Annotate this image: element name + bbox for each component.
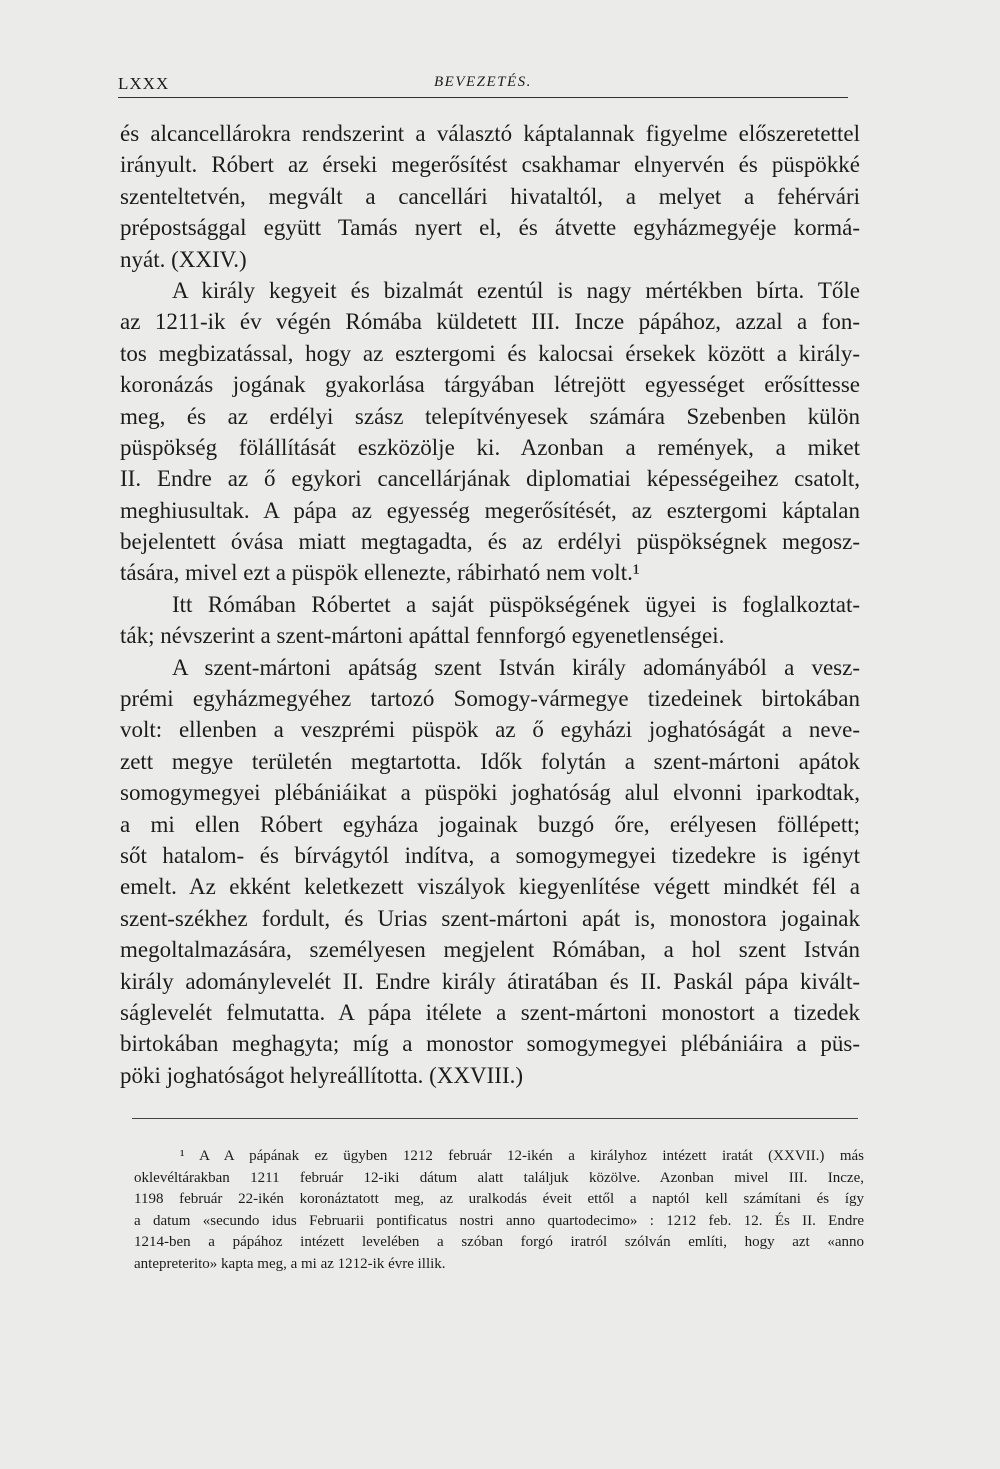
footnotes (134, 1146, 864, 1275)
text-line: tos megbizatással, hogy az esztergomi és kalocsai érsekek között a király- (120, 340, 860, 366)
text-line: bejelentett óvása miatt megtagadta, és az erdélyi püspökségnek megosz- (120, 529, 860, 555)
running-title: BEVEZETÉS. (434, 74, 532, 90)
text-line: emelt. Az ekként keletkezett viszályok kiegyenlítése végett mindkét fél a (120, 874, 860, 900)
text-line: püspökség fölállítását eszközölje ki. Azonban a remények, a miket (120, 434, 860, 460)
text-line: Itt Rómában Róbertet a saját püspökségének ügyei is foglalkoztat- (172, 591, 860, 617)
text-line: meg, és az erdélyi szász telepítvényesek számára Szebenben külön (120, 403, 860, 429)
footnote-line: 1198 február 22-ikén koronáztatott meg, az uralkodás éveit ettől a naptól kell számítani és így (134, 1191, 864, 1207)
text-line: pöki joghatóságot helyreállította. (XXVIII.) (120, 1062, 524, 1088)
footnote-rule (132, 1118, 858, 1119)
footnote-line: oklevéltárakban 1211 február 12-iki dátum alatt találjuk közölve. Azonban mivel III. Incze, (134, 1169, 864, 1186)
text-line: a mi ellen Róbert egyháza jogainak buzgó őre, erélyesen föllépett; (120, 811, 860, 837)
text-line: A király kegyeit és bizalmát ezentúl is nagy mértékben bírta. Tőle (172, 277, 860, 303)
text-line: II. Endre az ő egykori cancellárjának diplomatiai képességeihez csatolt, (120, 466, 860, 492)
text-line: prépostsággal együtt Tamás nyert el, és átvette egyházmegyéje kormá- (120, 215, 860, 241)
text-line: A szent-mártoni apátság szent István király adományából a vesz- (172, 654, 860, 680)
text-line: ságlevelét felmutatta. A pápa itélete a szent-mártoni monostort a tizedek (120, 999, 860, 1025)
text-line: szent-székhez fordult, és Urias szent-mártoni apát is, monostora jogainak (120, 905, 860, 931)
text-line: sőt hatalom- és bírvágytól indítva, a somogymegyei tizedekre is igényt (120, 842, 860, 868)
footnote-line: ¹ A A pápának ez ügyben 1212 február 12-ikén a királyhoz intézett iratát (XXVII.) más (180, 1148, 864, 1164)
main-text (120, 118, 860, 1091)
page-number: LXXX (118, 74, 170, 93)
text-line: irányult. Róbert az érseki megerősítést csakhamar elnyervén és püspökké (120, 152, 860, 178)
text-line: volt: ellenben a veszprémi püspök az ő egyházi joghatóságát a neve- (120, 717, 860, 743)
text-line: tására, mivel ezt a püspök ellenezte, rábirható nem volt.¹ (120, 560, 640, 586)
text-line: koronázás jogának gyakorlása tárgyában létrejött egyességet erősíttesse (120, 372, 860, 398)
text-line: megoltalmazására, személyesen megjelent Rómában, a hol szent István (120, 937, 860, 963)
text-line: zett megye területén megtartotta. Idők folytán a szent-mártoni apátok (120, 748, 860, 774)
text-line: somogymegyei plébániáikat a püspöki joghatóság alul elvonni iparkodtak, (120, 780, 860, 806)
text-line: ták; névszerint a szent-mártoni apáttal fennforgó egyenetlenségei. (120, 623, 725, 649)
text-line: meghiusultak. A pápa az egyesség megerősítését, az esztergomi káptalan (120, 497, 860, 523)
text-line: nyát. (XXIV.) (120, 246, 247, 272)
text-line: király adománylevelét II. Endre király átiratában és II. Paskál pápa kivált- (120, 968, 860, 994)
page-header (118, 74, 848, 96)
footnote-line: 1214-ben a pápához intézett levelében a szóban forgó iratról szólván említi, hogy azt «anno (134, 1234, 864, 1250)
header-rule (118, 97, 848, 98)
text-line: és alcancellárokra rendszerint a választó káptalannak figyelme előszeretettel (120, 121, 860, 146)
footnote-line: a datum «secundo idus Februarii pontificatus nostri anno quartodecimo» : 1212 feb. 12. És II. Endre (134, 1212, 864, 1229)
text-line: az 1211-ik év végén Rómába küldetett III. Incze pápához, azzal a fon- (120, 309, 860, 335)
text-line: szenteltetvén, megvált a cancellári hivataltól, a melyet a fehérvári (120, 183, 860, 209)
text-line: birtokában meghagyta; míg a monostor somogymegyei plébániáira a püs- (120, 1031, 860, 1057)
text-line: prémi egyházmegyéhez tartozó Somogy-vármegye tizedeinek birtokában (120, 686, 860, 712)
footnote-line: antepreterito» kapta meg, a mi az 1212-ik évre illik. (134, 1255, 446, 1272)
